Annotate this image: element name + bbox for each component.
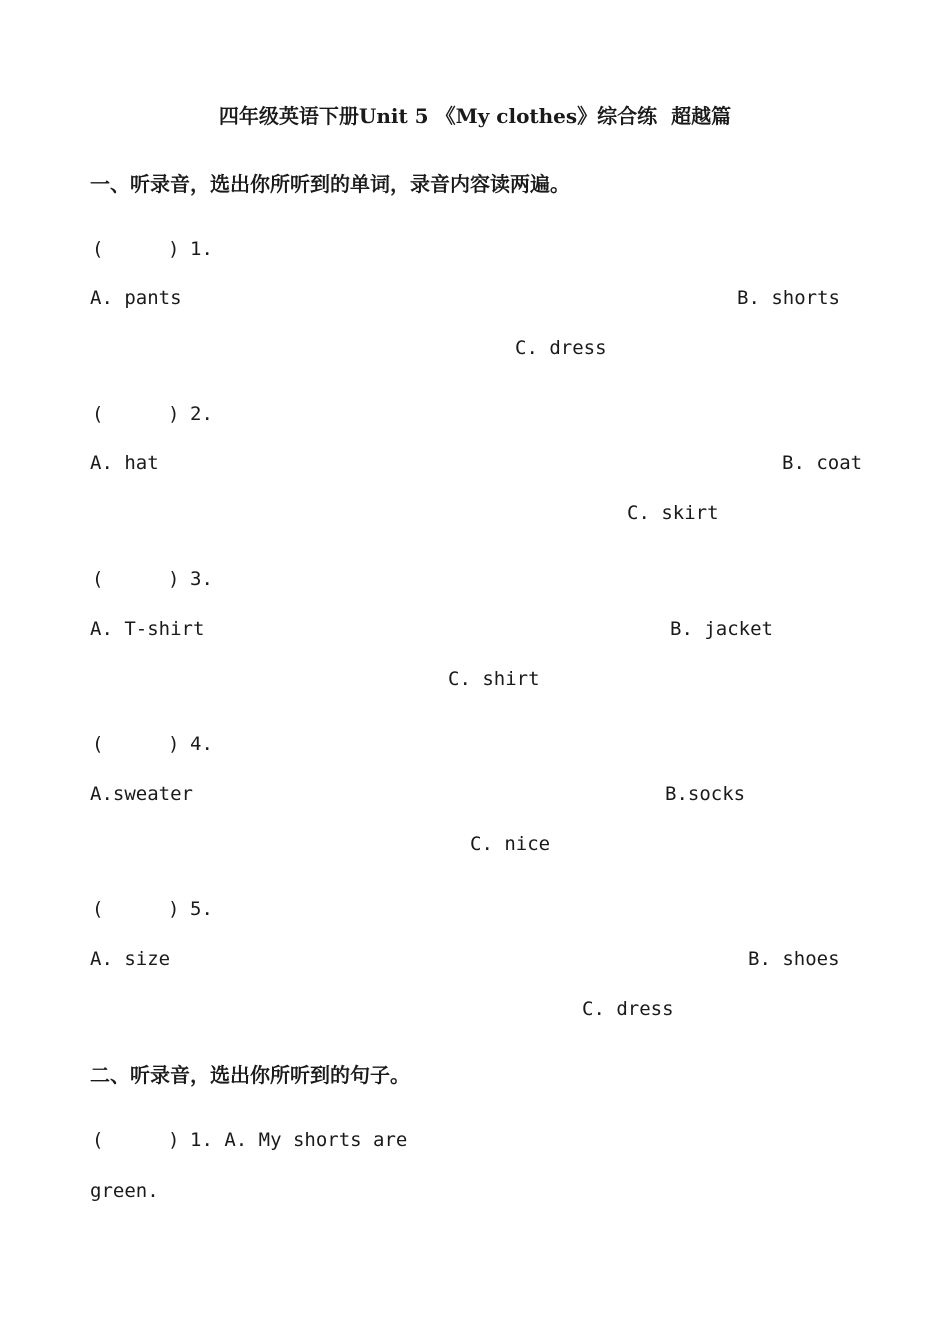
- option-c: C. dress: [582, 998, 674, 1020]
- option-a: A. size: [90, 948, 171, 970]
- page-title: 四年级英语下册Unit 5 《My clothes》综合练 超越篇: [218, 104, 732, 128]
- answer-paren-open: (: [92, 898, 104, 920]
- answer-paren-close: ): [168, 733, 180, 755]
- option-c: C. skirt: [627, 502, 719, 524]
- option-a: A. hat: [90, 452, 159, 474]
- option-a: A.sweater: [90, 783, 193, 805]
- answer-paren-close: ): [168, 1129, 180, 1151]
- option-b: B.socks: [665, 783, 746, 805]
- option-c: C. nice: [470, 833, 551, 855]
- answer-paren-close: ): [168, 898, 180, 920]
- option-b: B. shoes: [748, 948, 840, 970]
- answer-paren-close: ): [168, 238, 180, 260]
- section-2-heading: 二、听录音，选出你所听到的句子。: [90, 1063, 410, 1087]
- option-c: C. dress: [515, 337, 607, 359]
- question-number: 1.: [190, 238, 213, 260]
- option-b: B. coat: [782, 452, 863, 474]
- option-a: A. pants: [90, 287, 182, 309]
- sentence-option-a-continuation: green.: [90, 1180, 159, 1202]
- option-b: B. jacket: [670, 618, 773, 640]
- question-number: 2.: [190, 403, 213, 425]
- section-1-heading: 一、听录音，选出你所听到的单词，录音内容读两遍。: [90, 172, 570, 196]
- option-b: B. shorts: [737, 287, 840, 309]
- answer-paren-open: (: [92, 238, 104, 260]
- option-a: A. T-shirt: [90, 618, 205, 640]
- question-number: 3.: [190, 568, 213, 590]
- option-c: C. shirt: [448, 668, 540, 690]
- question-number: 5.: [190, 898, 213, 920]
- answer-paren-open: (: [92, 568, 104, 590]
- answer-paren-open: (: [92, 403, 104, 425]
- answer-paren-open: (: [92, 733, 104, 755]
- question-number: 4.: [190, 733, 213, 755]
- sentence-option-a: 1. A. My shorts are: [190, 1129, 408, 1151]
- answer-paren-open: (: [92, 1129, 104, 1151]
- answer-paren-close: ): [168, 403, 180, 425]
- answer-paren-close: ): [168, 568, 180, 590]
